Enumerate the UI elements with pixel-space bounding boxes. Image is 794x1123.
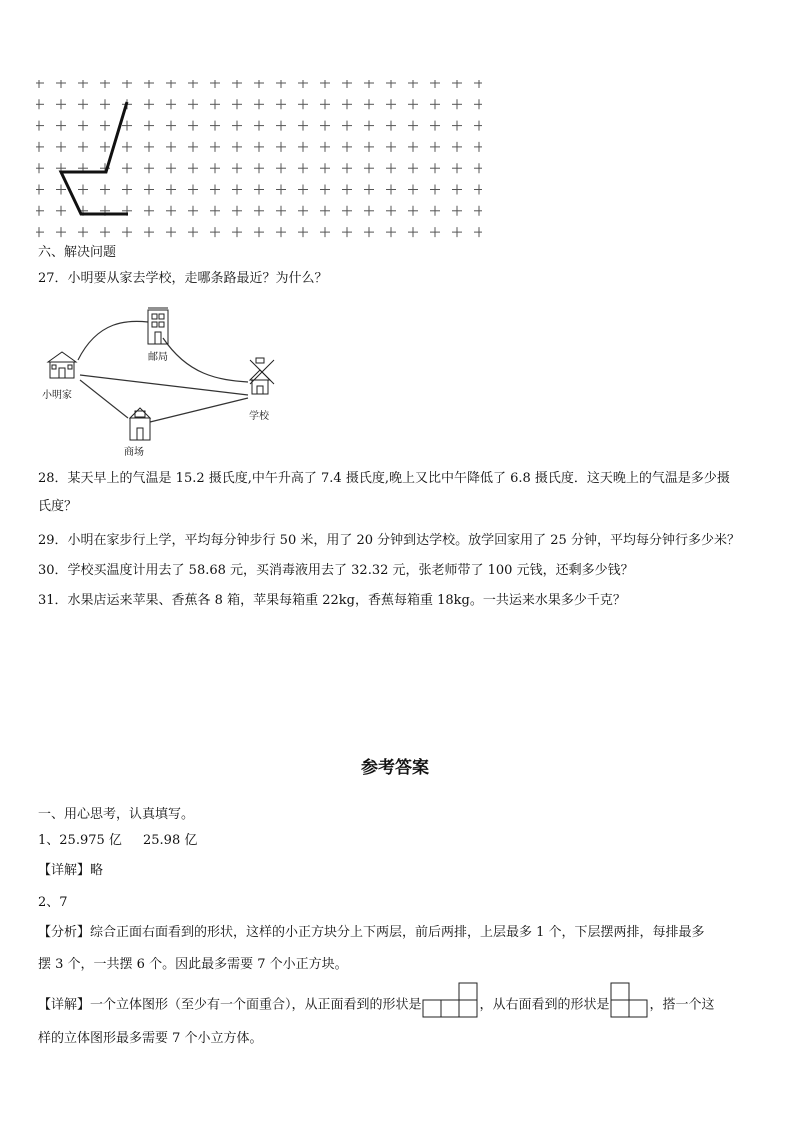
answer-1-value2: 25.98 亿 (143, 833, 198, 848)
dot-grid-figure (36, 80, 482, 238)
map-label-home: 小明家 (42, 390, 72, 401)
grid-shape-path (61, 102, 128, 214)
house-icon (48, 352, 76, 378)
answer-section-1: 一、用心思考，认真填写。 (38, 807, 195, 822)
question-27: 27．小明要从家去学校，走哪条路最近？为什么？ (38, 271, 328, 286)
detail2-text-part3: ，搭一个这 (649, 997, 715, 1013)
route-map (38, 300, 298, 450)
question-29: 29．小明在家步行上学，平均每分钟步行 50 米，用了 20 分钟到达学校。放学回家用了 25 分钟，平均每分钟行多少米？ (38, 533, 740, 548)
answer-1-detail: 【详解】略 (38, 863, 104, 878)
question-28-line2: 氏度？ (38, 499, 78, 514)
route-home-post (78, 321, 148, 360)
analysis-line2: 摆 3 个，一共摆 6 个。因此最多需要 7 个小正方块。 (38, 957, 348, 972)
answer-1-value1: 1、25.975 亿 (38, 833, 122, 848)
route-home-mall (80, 380, 128, 418)
detail2-text-part1: 【详解】一个立体图形（至少有一个面重合），从正面看到的形状是 (38, 997, 422, 1013)
right-view-shape (610, 982, 650, 1018)
map-label-post: 邮局 (148, 352, 168, 363)
analysis-line1: 【分析】综合正面右面看到的形状，这样的小正方块分上下两层，前后两排，上层最多 1 个，下层摆两排，每排最多 (38, 925, 705, 940)
detail2-line1 (38, 992, 715, 1018)
front-view-shape (422, 982, 480, 1018)
answer-2: 2、7 (38, 895, 68, 910)
route-mall-school (150, 398, 248, 422)
section-six-heading: 六、解决问题 (38, 245, 117, 260)
mall-icon (130, 408, 150, 440)
map-label-school: 学校 (249, 411, 269, 422)
answer-title: 参考答案 (361, 758, 429, 778)
route-post-school (163, 338, 248, 382)
detail2-text-part2: ，从右面看到的形状是 (479, 997, 610, 1013)
school-icon (250, 358, 274, 394)
question-31: 31．水果店运来苹果、香蕉各 8 箱，苹果每箱重 22kg，香蕉每箱重 18kg。一共运来水果多少千克？ (38, 593, 626, 608)
map-label-mall: 商场 (124, 447, 144, 458)
detail2-line2: 样的立体图形最多需要 7 个小立方体。 (38, 1031, 263, 1046)
question-30: 30．学校买温度计用去了 58.68 元，买消毒液用去了 32.32 元，张老师带了 100 元钱，还剩多少钱？ (38, 563, 634, 578)
route-home-school (80, 375, 248, 395)
post-office-icon (148, 308, 168, 344)
question-28-line1: 28．某天早上的气温是 15.2 摄氏度,中午升高了 7.4 摄氏度,晚上又比中午降低了 6.8 摄氏度．这天晚上的气温是多少摄 (38, 471, 730, 486)
